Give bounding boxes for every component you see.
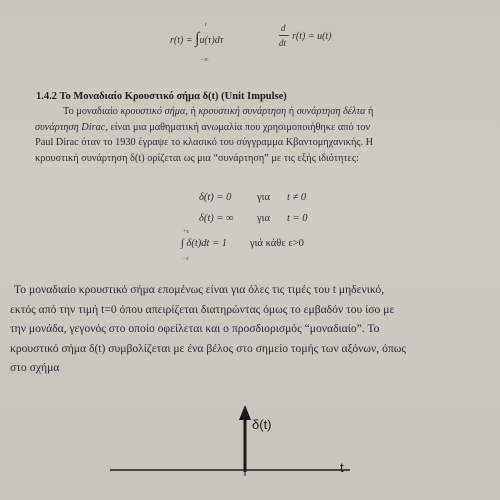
eq-lhs: r(t) = bbox=[170, 35, 193, 46]
section-title: Το Μοναδιαίο Κρουστικό σήμα δ(t) bbox=[59, 91, 219, 102]
integral-eps-lower: −ε bbox=[183, 256, 189, 262]
para1-line1: Το μοναδιαίο κρουστικό σήμα, ή κρουστική συνάρτηση ή συνάρτηση δέλτα ή bbox=[63, 106, 374, 117]
para1-line4: κρουστική συνάρτηση δ(t) ορίζεται ως μια “συνάρτηση” με τις εξής ιδιότητες: bbox=[35, 152, 359, 164]
impulse-y-label: δ(t) bbox=[252, 417, 272, 432]
integral-lower: −∞ bbox=[200, 57, 209, 63]
derivative-dt: dt bbox=[279, 38, 287, 48]
property-eq2-lhs: δ(t) = ∞ bbox=[199, 213, 234, 224]
integral-eps-upper: +ε bbox=[183, 229, 189, 235]
property-eq2-cond: για bbox=[257, 213, 270, 224]
integral-sign: ∫ bbox=[195, 30, 200, 47]
integral-upper: t bbox=[205, 22, 207, 28]
impulse-x-label: t bbox=[340, 460, 344, 475]
property-eq1-cond: για bbox=[257, 192, 270, 203]
eq-integrand: u(τ)dτ bbox=[199, 35, 224, 46]
property-eq1-lhs: δ(t) = 0 bbox=[199, 192, 232, 203]
derivative-d: d bbox=[281, 23, 286, 33]
para2-line4: κρουστικό σήμα δ(t) συμβολίζεται με ένα βέλος στο σημείο τομής των αξόνων, όπως bbox=[10, 341, 406, 355]
property-eq3-lhs: ∫ δ(t)dt = 1 bbox=[181, 238, 228, 249]
property-eq3-rhs: γιά κάθε ε>0 bbox=[250, 238, 304, 249]
derivative-expr: r(t) = u(t) bbox=[292, 31, 332, 42]
para2-line3: την μονάδα, γεγονός στο οποίο οφείλεται και ο προσδιορισμός “μοναδιαίο”. Το bbox=[10, 322, 380, 335]
para2-line1: Το μοναδιαίο κρουστικό σήμα επομένως είναι για όλες τις τιμές του t μηδενικό, bbox=[14, 283, 385, 296]
para2-line5: στο σχήμα bbox=[10, 361, 60, 374]
para1-line2: συνάρτηση Dirac, είναι μια μαθηματική ανωμαλία που χρησιμοποιήθηκε από τον bbox=[35, 121, 371, 133]
impulse-arrowhead bbox=[239, 405, 251, 420]
property-eq1-rhs: t ≠ 0 bbox=[287, 192, 307, 203]
property-eq2-rhs: t = 0 bbox=[287, 213, 308, 224]
para2-line2: εκτός από την τιμή t=0 όπου απειρίζεται διατηρώντας όμως το εμβαδόν του ίσο με bbox=[10, 302, 395, 316]
section-number: 1.4.2 bbox=[36, 91, 57, 102]
para1-line3: Paul Dirac όταν το 1930 έγραψε το κλασικό του σύγγραμμα Κβαντομηχανικής. Η bbox=[35, 137, 374, 148]
section-subtitle: (Unit Impulse) bbox=[221, 91, 287, 102]
